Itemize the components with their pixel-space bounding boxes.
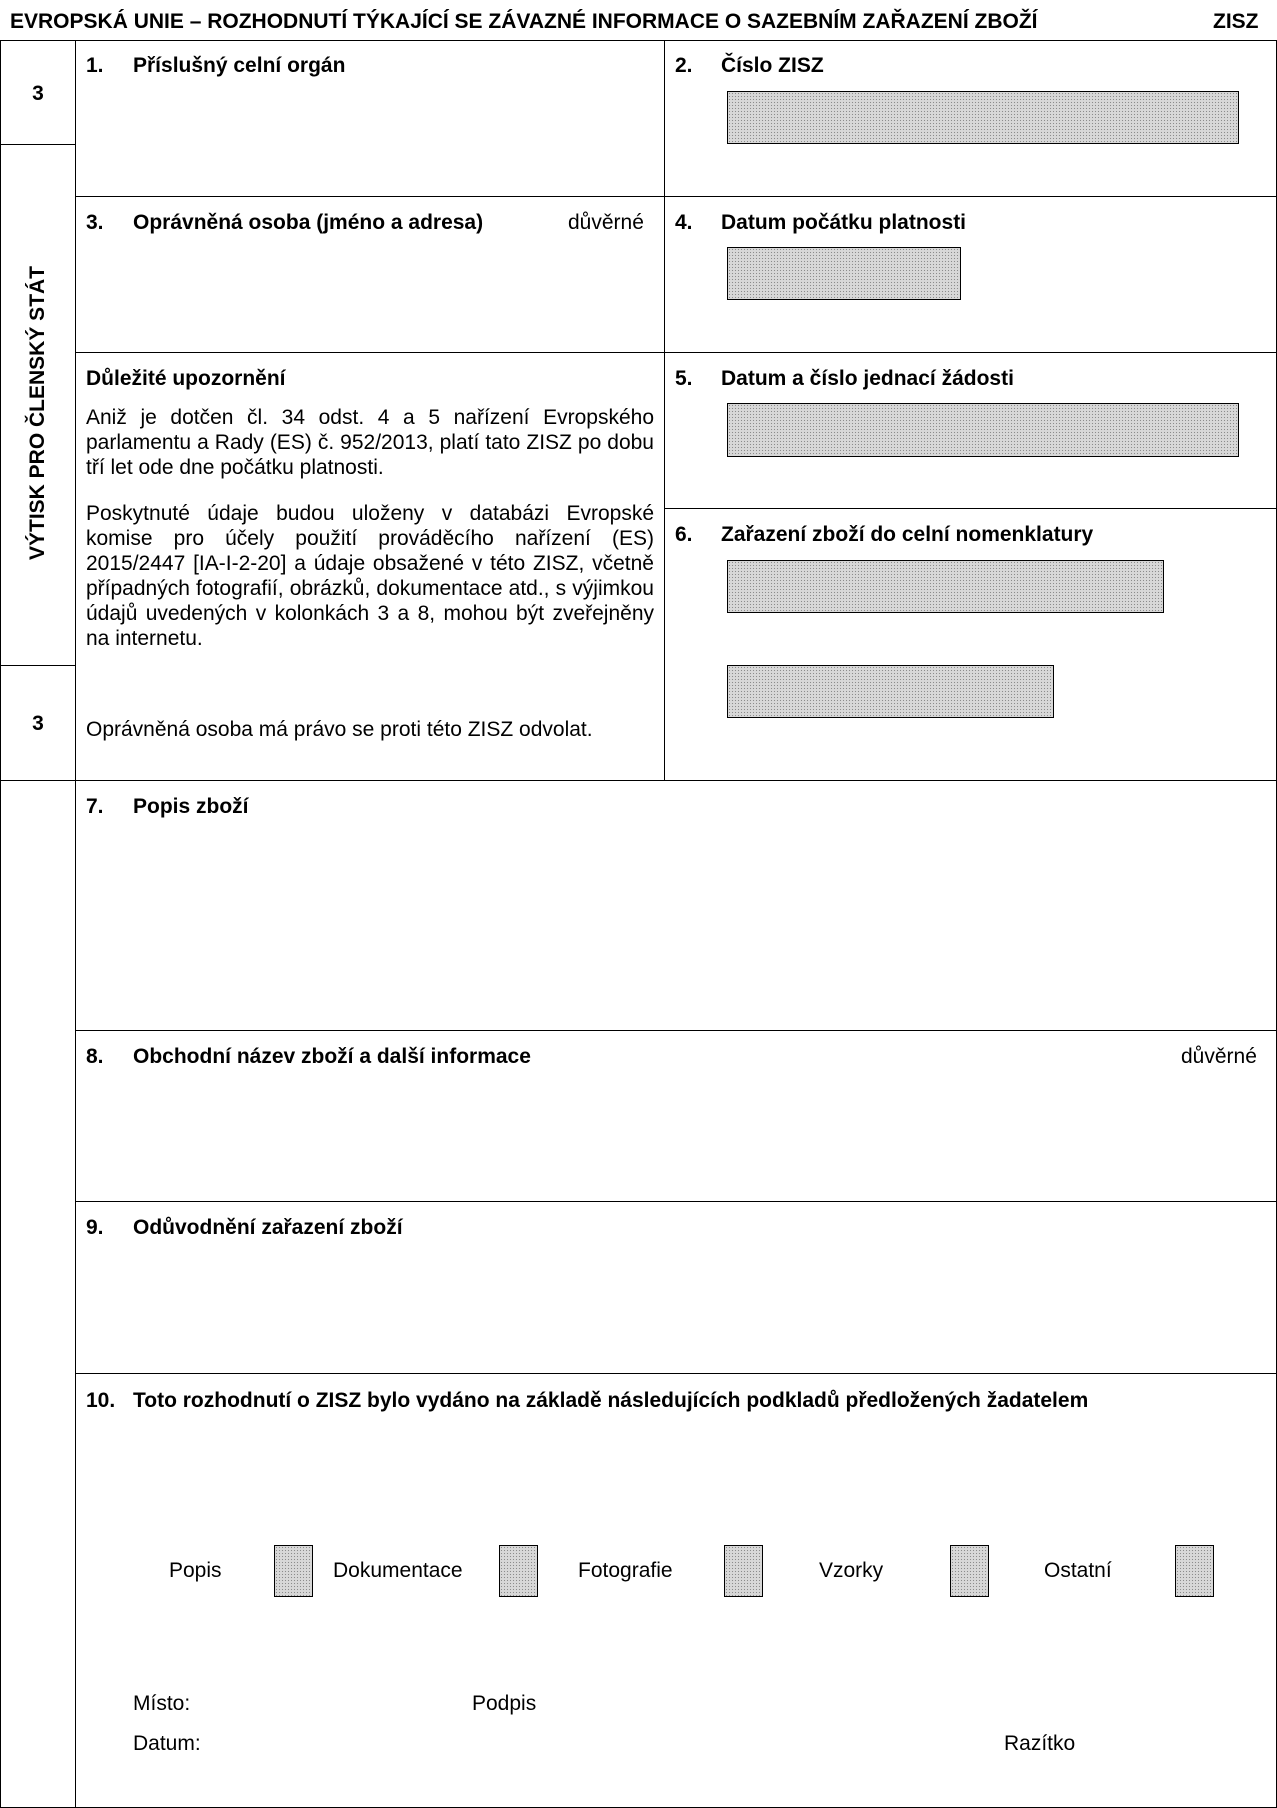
outer-top-border <box>0 40 1277 41</box>
date-label: Datum: <box>133 1732 201 1755</box>
notice-paragraph-2: Poskytnuté údaje budou uloženy v databázi Evropské komise pro účely použití prováděcího nařízení (ES) 2015/2447 [IA-I-2-20] a údaje obsažené v této ZISZ, včetně případných fotografií, obrázků, dokumentace atd., s výjimkou údajů uvedených v kolonkách 3 a 8, mohou být zveřejněny na internetu. <box>86 502 654 650</box>
outer-left-border <box>0 40 1 1808</box>
option-popis-label: Popis <box>169 1559 222 1582</box>
box8-label: Obchodní název zboží a další informace <box>133 1045 531 1068</box>
box5-label: Datum a číslo jednací žádosti <box>721 367 1014 390</box>
validity-start-date-field[interactable] <box>727 247 961 300</box>
option-dokumentace-label: Dokumentace <box>333 1559 463 1582</box>
notice-paragraph-1: Aniž je dotčen čl. 34 odst. 4 a 5 nařízení Evropského parlamentu a Rady (ES) č. 952/2013, platí tato ZISZ po dobu tří let ode dne počátku platnosti. <box>86 406 654 479</box>
row-divider-2 <box>75 352 1277 353</box>
box1-number: 1. <box>86 54 104 77</box>
box9-number: 9. <box>86 1216 104 1239</box>
box4-label: Datum počátku platnosti <box>721 211 967 234</box>
signature-label: Podpis <box>472 1692 537 1715</box>
box10-number: 10. <box>86 1389 116 1412</box>
box3-confidential: důvěrné <box>568 211 644 234</box>
nomenclature-code-field[interactable] <box>727 560 1164 613</box>
box7-label: Popis zboží <box>133 795 249 818</box>
row-divider-5-6 <box>664 508 1277 509</box>
option-ostatni-checkbox[interactable] <box>1175 1545 1214 1597</box>
box5-number: 5. <box>675 367 693 390</box>
box2-label: Číslo ZISZ <box>721 54 824 77</box>
copy-number-top: 3 <box>32 82 44 105</box>
option-dokumentace-checkbox[interactable] <box>499 1545 538 1597</box>
column-divider <box>664 40 665 781</box>
copy-label-text: VÝTISK PRO ČLENSKÝ STÁT <box>26 265 49 561</box>
box2-number: 2. <box>675 54 693 77</box>
stamp-label: Razítko <box>1004 1732 1076 1755</box>
box3-label: Oprávněná osoba (jméno a adresa) <box>133 211 484 234</box>
sidebar-bottom-separator <box>0 665 76 666</box>
box10-label: Toto rozhodnutí o ZISZ bylo vydáno na základě následujících podkladů předložených žadatelem <box>133 1389 1089 1412</box>
box6-label: Zařazení zboží do celní nomenklatury <box>721 523 1094 546</box>
place-label: Místo: <box>133 1692 191 1715</box>
box7-number: 7. <box>86 795 104 818</box>
row-divider-3 <box>0 780 1277 781</box>
box3-number: 3. <box>86 211 104 234</box>
row-divider-1 <box>75 196 1277 197</box>
notice-paragraph-3: Oprávněná osoba má právo se proti této ZISZ odvolat. <box>86 718 593 741</box>
box6-number: 6. <box>675 523 693 546</box>
sidebar-divider <box>75 40 76 1808</box>
row-divider-9-10 <box>75 1373 1277 1374</box>
box1-label: Příslušný celní orgán <box>133 54 346 77</box>
box4-number: 4. <box>675 211 693 234</box>
notice-heading: Důležité upozornění <box>86 367 286 390</box>
form-title: EVROPSKÁ UNIE – ROZHODNUTÍ TÝKAJÍCÍ SE ZÁVAZNÉ INFORMACE O SAZEBNÍM ZAŘAZENÍ ZBOŽÍ <box>10 10 1038 33</box>
box8-number: 8. <box>86 1045 104 1068</box>
option-vzorky-label: Vzorky <box>819 1559 884 1582</box>
box9-label: Odůvodnění zařazení zboží <box>133 1216 403 1239</box>
option-fotografie-checkbox[interactable] <box>724 1545 763 1597</box>
nomenclature-code-field-2[interactable] <box>727 665 1054 718</box>
tariff-decision-number-field[interactable] <box>727 91 1239 144</box>
option-popis-checkbox[interactable] <box>274 1545 313 1597</box>
form-code: ZISZ <box>1213 10 1259 33</box>
option-fotografie-label: Fotografie <box>578 1559 673 1582</box>
option-vzorky-checkbox[interactable] <box>950 1545 989 1597</box>
sidebar-top-separator <box>0 144 76 145</box>
row-divider-7-8 <box>75 1030 1277 1031</box>
row-divider-8-9 <box>75 1201 1277 1202</box>
copy-number-bottom: 3 <box>32 712 44 735</box>
option-ostatni-label: Ostatní <box>1044 1559 1112 1582</box>
box8-confidential: důvěrné <box>1181 1045 1257 1068</box>
application-date-number-field[interactable] <box>727 403 1239 457</box>
